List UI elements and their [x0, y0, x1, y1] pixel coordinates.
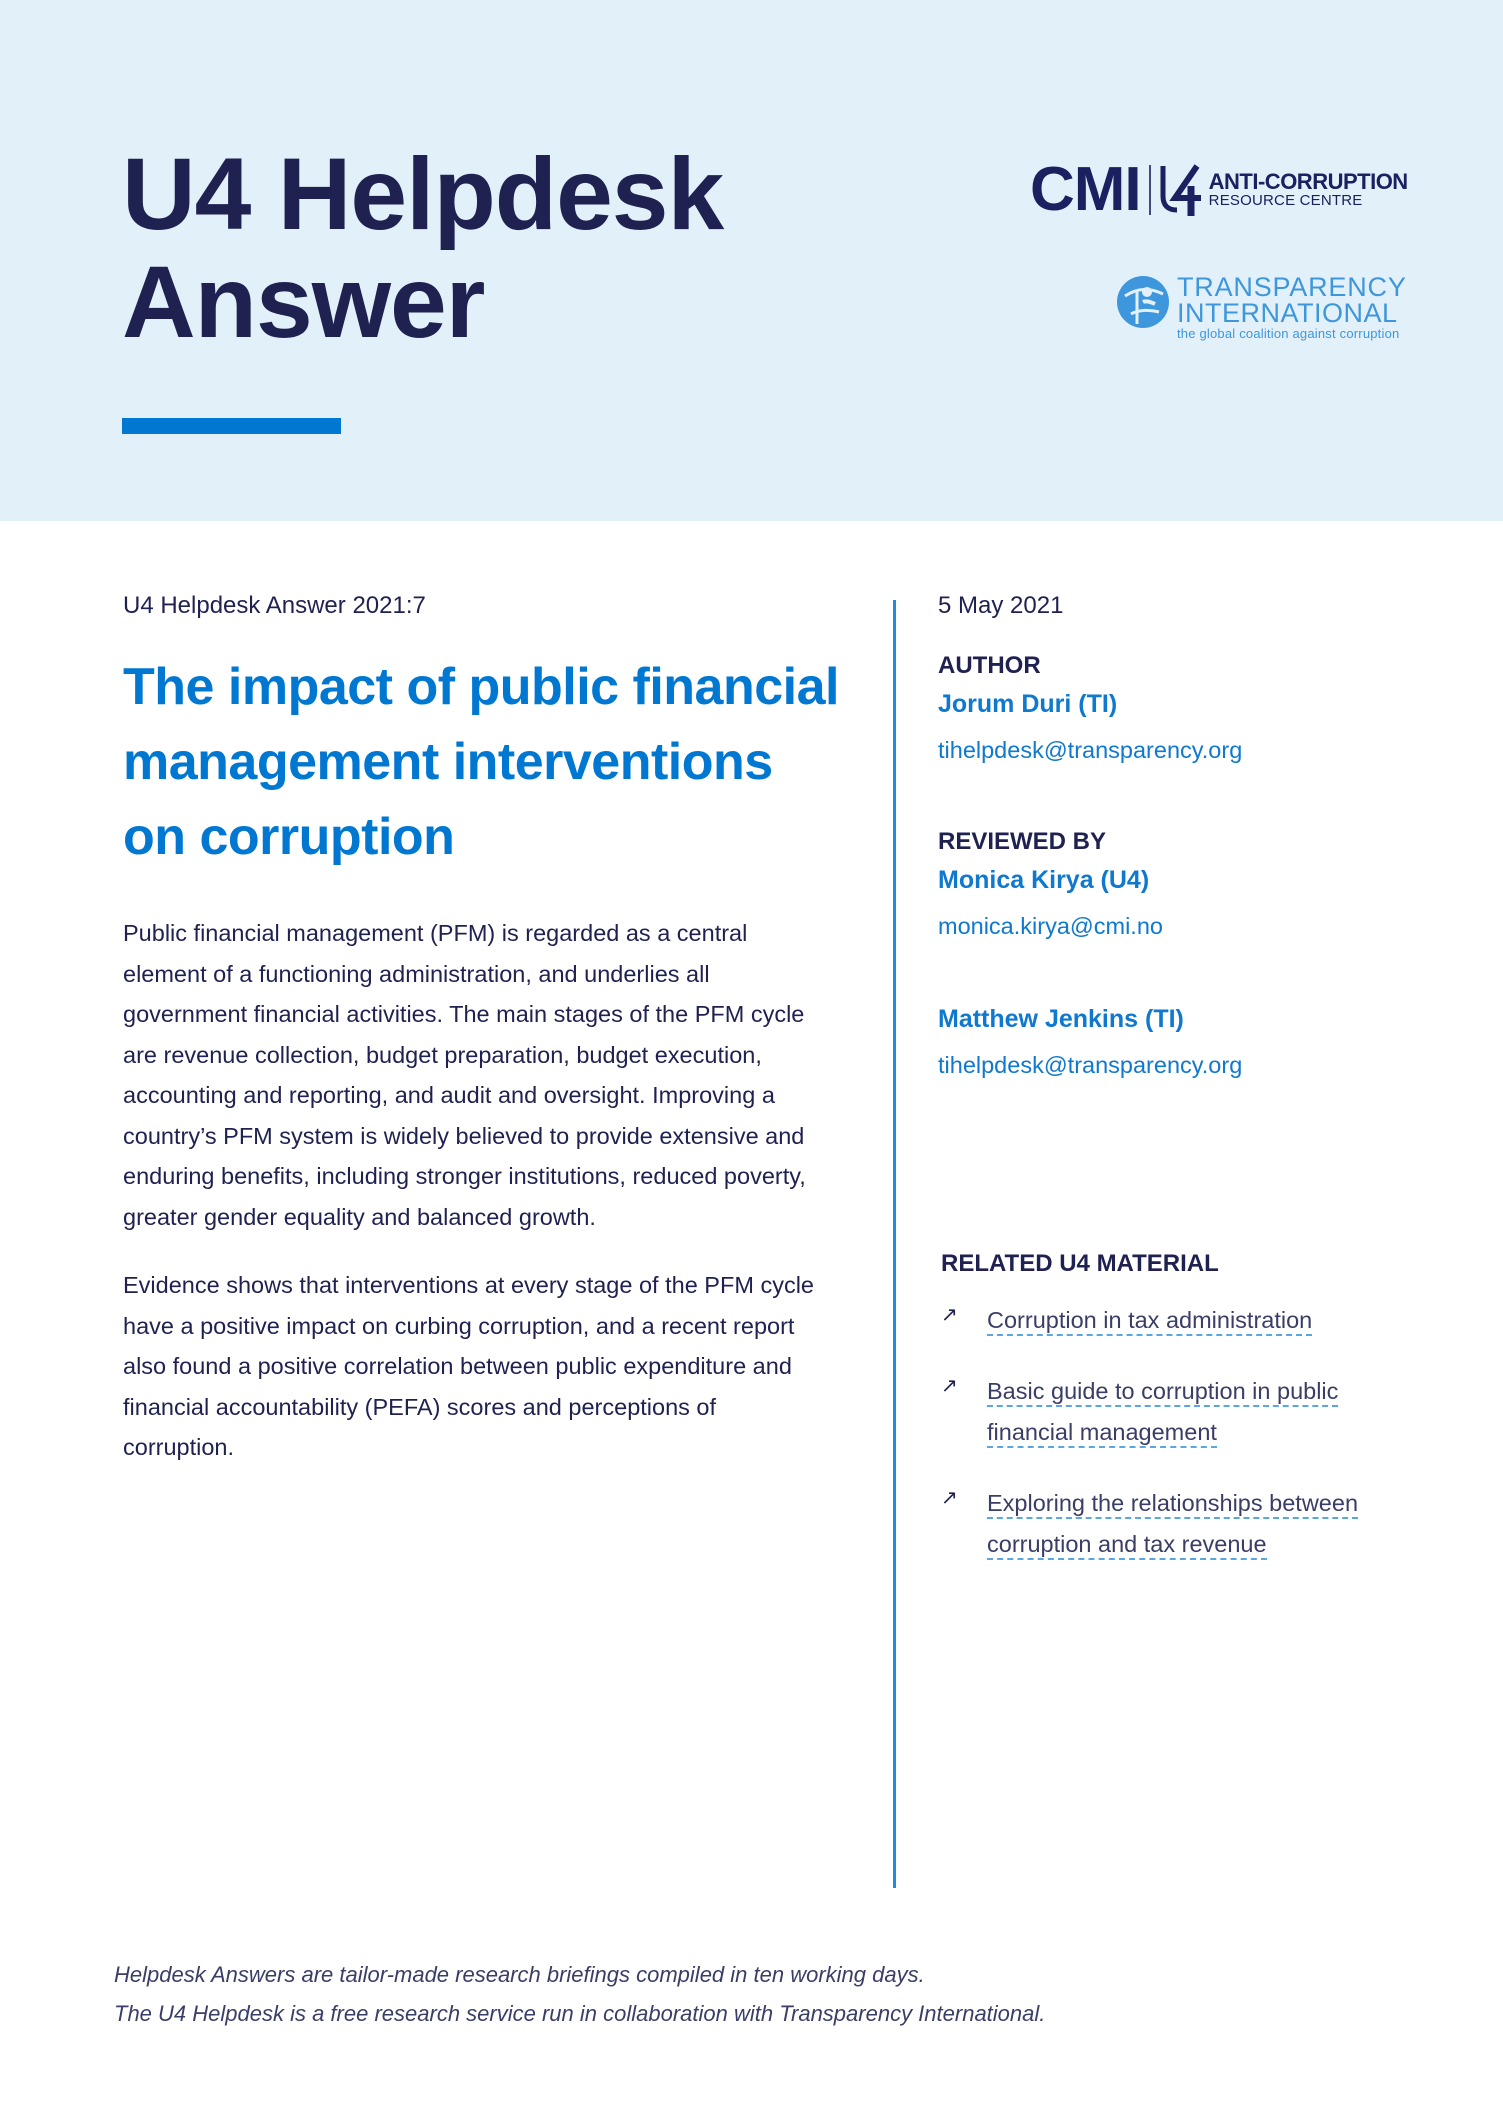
related-link[interactable]: Basic guide to corruption in public financial management	[987, 1371, 1381, 1453]
author-name[interactable]: Jorum Duri (TI)	[938, 690, 1118, 718]
related-item[interactable]	[941, 1371, 1381, 1453]
transparency-international-logo[interactable]	[1115, 274, 1407, 342]
u4-logo-line-2: RESOURCE CENTRE	[1208, 192, 1363, 209]
page-title	[122, 137, 724, 359]
related-link[interactable]: Corruption in tax administration	[987, 1300, 1312, 1341]
arrow-up-right-icon: ↗	[941, 1304, 958, 1326]
arrow-up-right-icon: ↗	[941, 1375, 958, 1397]
related-link[interactable]: Exploring the relationships between corruption and tax revenue	[987, 1483, 1381, 1565]
ti-tagline: the global coalition against corruption	[1177, 326, 1400, 341]
related-item[interactable]	[941, 1300, 1381, 1341]
header-band	[0, 0, 1503, 521]
summary-paragraph: Public financial management (PFM) is regarded as a central element of a functioning administration, and underlies all government financial activities. The main stages of the PFM cycle are revenue collection, budget preparation, budget execution, accounting and reporting, and audit and oversight. Improving a country’s PFM system is widely believed to provide extensive and enduring benefits, including stronger institutions, reduced poverty, greater gender equality and balanced growth.	[123, 920, 806, 1230]
reviewer-email-link[interactable]: monica.kirya@cmi.no	[938, 913, 1163, 939]
related-material-list	[941, 1300, 1381, 1595]
title-accent-bar	[122, 418, 341, 434]
publication-date: 5 May 2021	[938, 592, 1064, 619]
footer-line-2: The U4 Helpdesk is a free research service run in collaboration with Transparency International.	[114, 2001, 1046, 2026]
ti-logo-line-2: INTERNATIONAL	[1177, 298, 1398, 328]
article-summary	[123, 913, 823, 1496]
column-divider	[893, 600, 896, 1888]
summary-paragraph: Evidence shows that interventions at every stage of the PFM cycle have a positive impact on curbing corruption, and a recent report also found a positive correlation between public expenditure and financial accountability (PEFA) scores and perceptions of corruption.	[123, 1272, 814, 1460]
document-id: U4 Helpdesk Answer 2021:7	[123, 592, 426, 619]
title-line-1: U4 Helpdesk	[122, 137, 724, 251]
arrow-up-right-icon: ↗	[941, 1487, 958, 1509]
title-line-2: Answer	[122, 245, 485, 359]
related-material-heading: RELATED U4 MATERIAL	[941, 1250, 1219, 1277]
cmi-logo-text: CMI	[1030, 155, 1141, 224]
author-email-link[interactable]: tihelpdesk@transparency.org	[938, 737, 1243, 763]
related-item[interactable]	[941, 1483, 1381, 1565]
reviewer-name[interactable]: Matthew Jenkins (TI)	[938, 1005, 1184, 1033]
cmi-u4-logo[interactable]	[1030, 155, 1408, 224]
footer-line-1: Helpdesk Answers are tailor-made research briefings compiled in ten working days.	[114, 1962, 925, 1987]
reviewer-name[interactable]: Monica Kirya (U4)	[938, 866, 1150, 894]
article-title: The impact of public financial management interventions on corruption	[123, 658, 839, 866]
u4-logo-line-1: ANTI-CORRUPTION	[1208, 169, 1408, 194]
ti-logo-line-1: TRANSPARENCY	[1177, 272, 1407, 302]
author-label: AUTHOR	[938, 652, 1041, 679]
reviewer-email-link[interactable]: tihelpdesk@transparency.org	[938, 1052, 1243, 1078]
reviewed-by-label: REVIEWED BY	[938, 828, 1107, 855]
u4-logo-icon	[1157, 164, 1203, 216]
ti-globe-icon	[1115, 274, 1171, 330]
footer-note	[114, 1955, 1045, 2033]
logo-separator	[1149, 165, 1151, 215]
